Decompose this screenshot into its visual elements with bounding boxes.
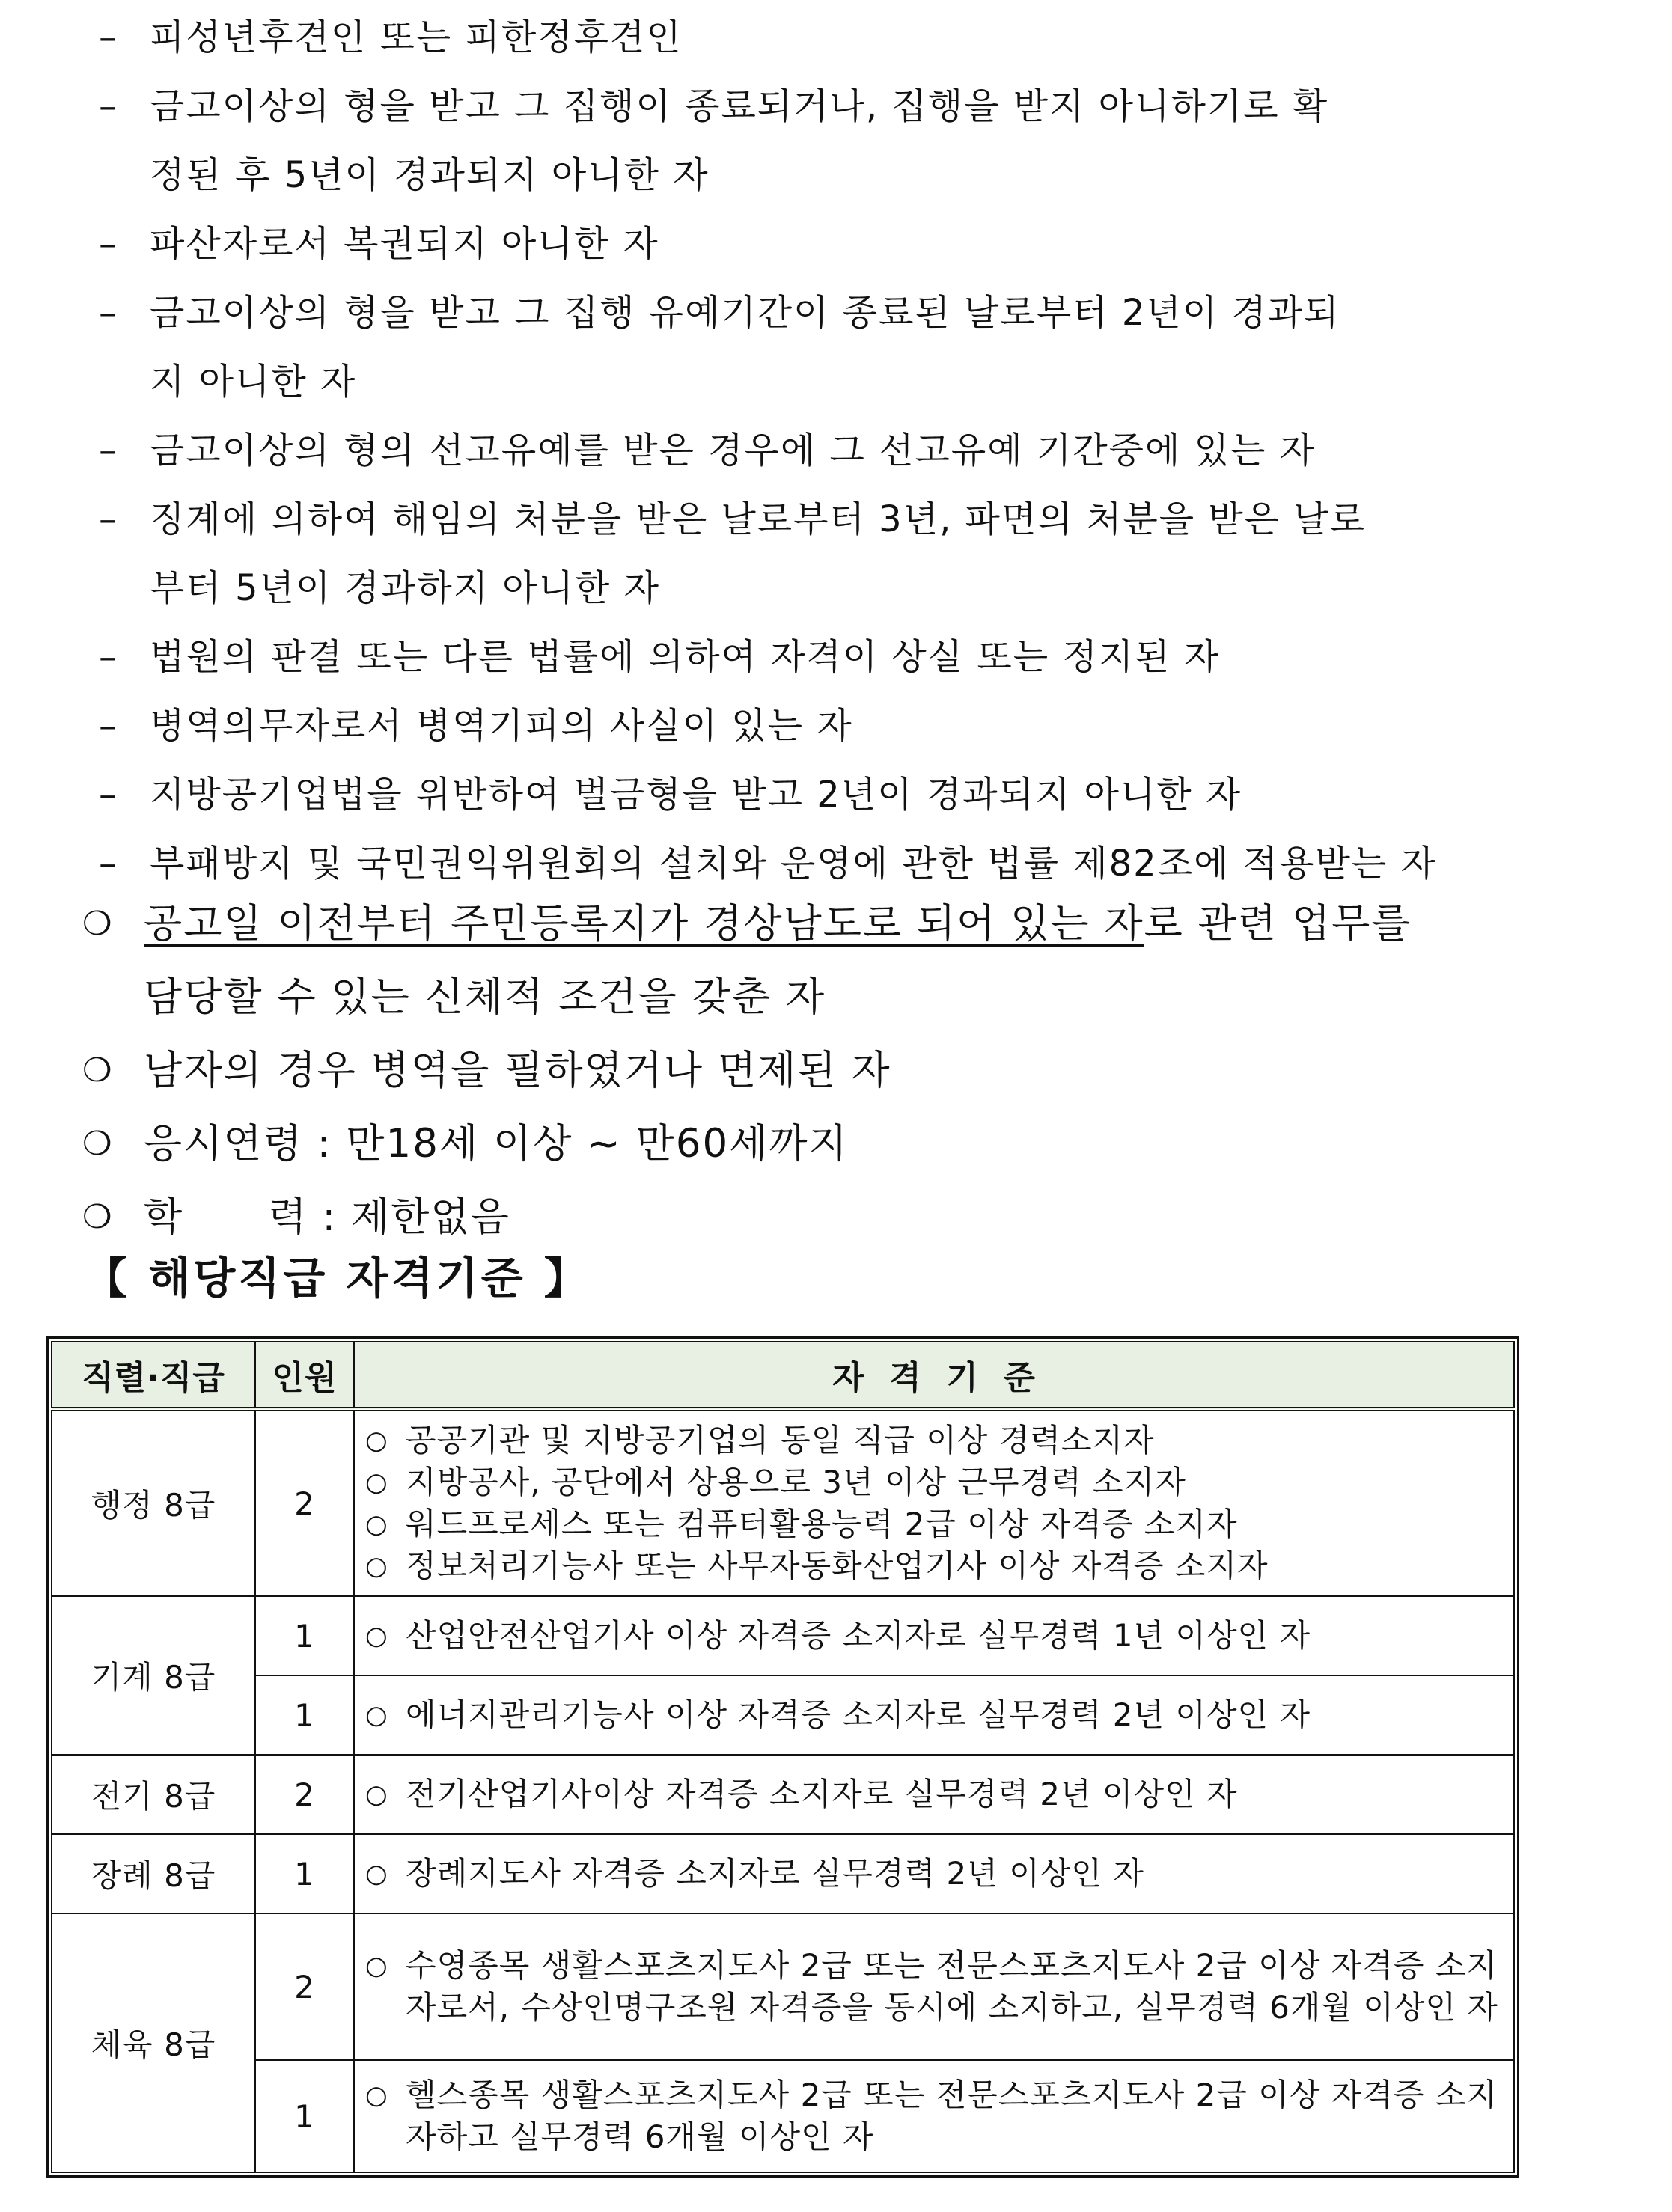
count-cell: 1 bbox=[255, 1834, 354, 1913]
qualification-table bbox=[46, 1336, 1519, 2178]
grade-cell: 장례 8급 bbox=[52, 1834, 255, 1913]
list-item: – 금고이상의 형을 받고 그 집행이 종료되거나, 집행을 받지 아니하기로 확 정된 후 5년이 경과되지 아니한 자 bbox=[99, 85, 1329, 196]
circle-bullet-icon: ❍ bbox=[82, 1198, 114, 1236]
count-cell: 2 bbox=[255, 1913, 354, 2060]
grade-cell: 기계 8급 bbox=[52, 1596, 255, 1755]
list-item: – 금고이상의 형을 받고 그 집행 유예기간이 종료된 날로부터 2년이 경과되 지 아니한 자 bbox=[99, 292, 1340, 403]
count-cell: 1 bbox=[255, 1675, 354, 1755]
list-item: – 지방공기업법을 위반하여 벌금형을 받고 2년이 경과되지 아니한 자 bbox=[99, 774, 1242, 816]
table-header-row bbox=[52, 1342, 1514, 1409]
circle-bullet-icon: ○ bbox=[365, 1859, 388, 1889]
grade-cell: 전기 8급 bbox=[52, 1755, 255, 1834]
list-item: – 피성년후견인 또는 피한정후견인 bbox=[99, 16, 683, 58]
table-row bbox=[52, 2060, 1514, 2172]
circle-bullet-icon: ○ bbox=[365, 2080, 388, 2110]
section-title: 【 해당직급 자격기준 】 bbox=[84, 1253, 591, 1304]
count-cell: 1 bbox=[255, 2060, 354, 2172]
list-item: – 징계에 의하여 해임의 처분을 받은 날로부터 3년, 파면의 처분을 받은 날로 부터 5년이 경과하지 아니한 자 bbox=[99, 498, 1367, 609]
grade-cell: 체육 8급 bbox=[52, 1913, 255, 2172]
requirement-age: ❍ 응시연령 : 만18세 이상 ~ 만60세까지 bbox=[82, 1107, 1549, 1181]
circle-bullet-icon: ○ bbox=[365, 1551, 388, 1581]
circle-bullet-icon: ○ bbox=[365, 1621, 388, 1651]
circle-bullet-icon: ○ bbox=[365, 1426, 388, 1455]
table-row bbox=[52, 1596, 1514, 1675]
circle-bullet-icon: ○ bbox=[365, 1509, 388, 1539]
requirement-education: ❍ 학 력 : 제한없음 bbox=[82, 1181, 1549, 1254]
table-row bbox=[52, 1755, 1514, 1834]
grade-cell: 행정 8급 bbox=[52, 1409, 255, 1596]
circle-bullet-icon: ❍ bbox=[82, 1125, 114, 1163]
criteria-cell: ○ 공공기관 및 지방공기업의 동일 직급 이상 경력소지자 ○ 지방공사, 공단에서 상용으로 3년 이상 근무경력 소지자 ○ 워드프로세스 또는 컴퓨터활용능력 2급 이상 자격증 소지자 ○ 정보처리기능사 또는 사무자동화산업기사 이상 자격증 소지자 bbox=[354, 1409, 1514, 1596]
criteria-cell: ○ 에너지관리기능사 이상 자격증 소지자로 실무경력 2년 이상인 자 bbox=[354, 1675, 1514, 1755]
header-count: 인원 bbox=[255, 1342, 354, 1409]
list-item: – 파산자로서 복권되지 아니한 자 bbox=[99, 223, 659, 265]
list-item: – 병역의무자로서 병역기피의 사실이 있는 자 bbox=[99, 705, 853, 747]
disqualification-list bbox=[99, 3, 1543, 898]
criteria-cell: ○ 수영종목 생활스포츠지도사 2급 또는 전문스포츠지도사 2급 이상 자격증 소지자로서, 수상인명구조원 자격증을 동시에 소지하고, 실무경력 6개월 이상인 자 bbox=[354, 1913, 1514, 2060]
requirement-list bbox=[82, 887, 1549, 1254]
criteria-cell: ○ 전기산업기사이상 자격증 소지자로 실무경력 2년 이상인 자 bbox=[354, 1755, 1514, 1834]
table-row bbox=[52, 1913, 1514, 2060]
count-cell: 2 bbox=[255, 1409, 354, 1596]
count-cell: 1 bbox=[255, 1596, 354, 1675]
header-grade: 직렬·직급 bbox=[52, 1342, 255, 1409]
requirement-residence: ❍ 공고일 이전부터 주민등록지가 경상남도로 되어 있는 자로 관련 업무를 담당할 수 있는 신체적 조건을 갖춘 자 bbox=[82, 887, 1549, 1034]
requirement-military: ❍ 남자의 경우 병역을 필하였거나 면제된 자 bbox=[82, 1034, 1549, 1107]
header-criteria: 자 격 기 준 bbox=[354, 1342, 1514, 1409]
table-row bbox=[52, 1834, 1514, 1913]
count-cell: 2 bbox=[255, 1755, 354, 1834]
circle-bullet-icon: ○ bbox=[365, 1467, 388, 1497]
criteria-cell: ○ 헬스종목 생활스포츠지도사 2급 또는 전문스포츠지도사 2급 이상 자격증 소지자하고 실무경력 6개월 이상인 자 bbox=[354, 2060, 1514, 2172]
list-item: – 금고이상의 형의 선고유예를 받은 경우에 그 선고유예 기간중에 있는 자 bbox=[99, 430, 1316, 471]
table-row bbox=[52, 1675, 1514, 1755]
list-item: – 부패방지 및 국민권익위원회의 설치와 운영에 관한 법률 제82조에 적용받는 자 bbox=[99, 843, 1437, 885]
criteria-cell: ○ 산업안전산업기사 이상 자격증 소지자로 실무경력 1년 이상인 자 bbox=[354, 1596, 1514, 1675]
circle-bullet-icon: ❍ bbox=[82, 1051, 114, 1090]
table-row bbox=[52, 1409, 1514, 1596]
criteria-cell: ○ 장례지도사 자격증 소지자로 실무경력 2년 이상인 자 bbox=[354, 1834, 1514, 1913]
circle-bullet-icon: ○ bbox=[365, 1700, 388, 1730]
circle-bullet-icon: ❍ bbox=[82, 905, 114, 943]
circle-bullet-icon: ○ bbox=[365, 1779, 388, 1809]
circle-bullet-icon: ○ bbox=[365, 1951, 388, 1981]
list-item: – 법원의 판결 또는 다른 법률에 의하여 자격이 상실 또는 정지된 자 bbox=[99, 636, 1221, 678]
